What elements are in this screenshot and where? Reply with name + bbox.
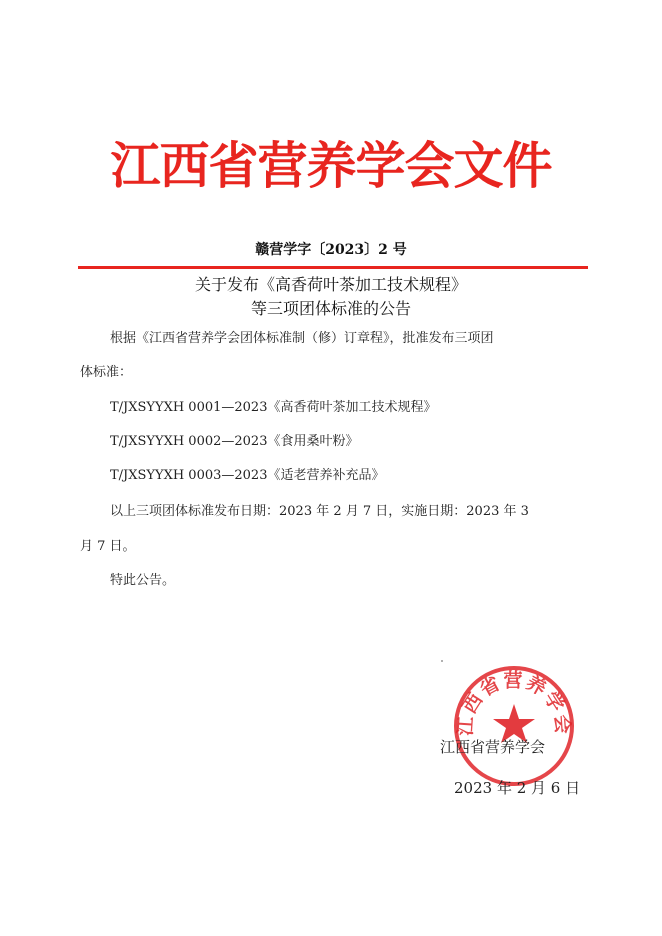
header-divider — [78, 266, 588, 269]
standard-item-1: T/JXSYYXH 0001—2023《高香荷叶茶加工技术规程》 — [110, 400, 437, 415]
notice-title-line2: 等三项团体标准的公告 — [250, 299, 411, 318]
seal-text: 江西省营养学会 — [454, 669, 574, 737]
mark-dot — [441, 660, 443, 662]
document-header-title: 江西省营养学会文件 — [110, 137, 552, 195]
signature-organization: 江西省营养学会 — [440, 738, 546, 756]
standard-item-3: T/JXSYYXH 0003—2023《适老营养补充品》 — [110, 468, 385, 483]
notice-title-line1: 关于发布《高香荷叶茶加工技术规程》 — [194, 275, 467, 294]
paragraph-1-line-2: 体标准： — [80, 365, 133, 380]
paragraph-2-line-1: 以上三项团体标准发布日期：2023 年 2 月 7 日，实施日期：2023 年 3 — [110, 504, 529, 519]
closing-text: 特此公告。 — [110, 573, 176, 588]
standard-item-2: T/JXSYYXH 0002—2023《食用桑叶粉》 — [110, 434, 359, 449]
document-number: 赣营学字〔2023〕2 号 — [255, 242, 407, 258]
paragraph-1-line-1: 根据《江西省营养学会团体标准制（修）订章程》，批准发布三项团 — [110, 331, 494, 346]
official-seal — [452, 664, 576, 788]
paragraph-2-line-2: 月 7 日。 — [80, 539, 136, 554]
signature-date: 2023 年 2 月 6 日 — [454, 779, 581, 797]
